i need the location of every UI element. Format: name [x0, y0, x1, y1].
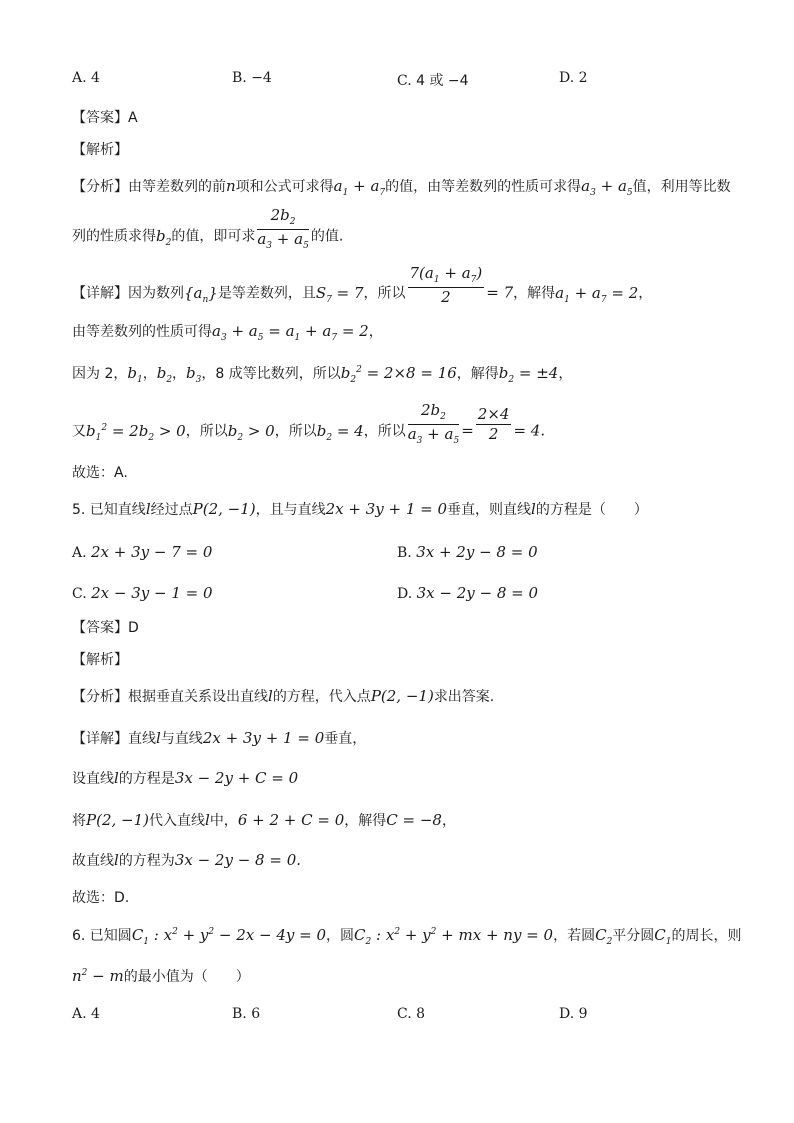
q4-detail-line4: 又$b_1^2 = 2b_2 > 0$，所以$b_2 > 0$，所以$b_2 = 4$，所以 $\frac{2b_2}{a_3 + a_5}$ = $\frac{2\times 4}{2}$ = 4.	[72, 401, 546, 446]
q4-analysis-tag: 【解析】	[72, 142, 128, 158]
q5-detail-line2: 设直线l的方程是3x − 2y + C = 0	[72, 769, 299, 787]
q5-analysis-tag: 【解析】	[72, 652, 128, 668]
q4-option-a: A. 4	[72, 70, 100, 86]
q6-option-b: B. 6	[232, 1006, 261, 1022]
q5-detail-line1: 【详解】直线l与直线2x + 3y + 1 = 0垂直，	[72, 729, 367, 747]
q5-choose: 故选：D.	[72, 890, 130, 906]
fraction: $\frac{2\times 4}{2}$	[477, 405, 510, 443]
q4-option-b: B. −4	[232, 70, 272, 86]
q4-answer: 【答案】A	[72, 110, 138, 126]
q5-option-b: B. 3x + 2y − 8 = 0	[397, 543, 538, 561]
q6-option-c: C. 8	[397, 1006, 426, 1022]
q4-detail-line3: 因为 2，$b_1$，$b_2$，$b_3$，8 成等比数列，所以$b_2^2 = 2\times 8 = 16$，解得$b_2 = \pm 4$，	[72, 364, 573, 385]
q6-option-a: A. 4	[72, 1006, 100, 1022]
q4-fenxi-line2: 列的性质求得$b_2$的值，即可求 $\frac{2b_2}{a_3 + a_5}$ 的值.	[72, 206, 344, 251]
q4-option-d: D. 2	[559, 70, 588, 86]
q5-detail-line3: 将P(2, −1)代入直线l中，6 + 2 + C = 0，解得C = −8，	[72, 811, 456, 829]
q5-option-d: D. 3x − 2y − 8 = 0	[397, 584, 539, 602]
q5-option-a: A. 2x + 3y − 7 = 0	[72, 543, 213, 561]
q6-stem-line1: 6. 已知圆$C_1$ : $x^2 + y^2 - 2x - 4y = 0$，圆$C_2$ : $x^2 + y^2$ + mx + ny = 0，若圆$C_2$平分圆$C_1$的周长，则	[72, 926, 742, 947]
fraction: $\frac{2b_2}{a_3 + a_5}$	[257, 206, 309, 251]
q5-answer: 【答案】D	[72, 620, 139, 636]
fraction: $\frac{7(a_1 + a_7)}{2}$	[409, 264, 483, 306]
q4-detail-line2: 由等差数列的性质可得$a_3 + a_5 = a_1 + a_7 = 2$，	[72, 322, 383, 343]
q6-option-d: D. 9	[559, 1006, 588, 1022]
q4-detail-line1: 【详解】因为数列$\{a_n\}$是等差数列，且$S_7 = 7$，所以 $\frac{7(a_1 + a_7)}{2}$ = 7，解得$a_1 + a_7 = 2$，	[72, 264, 653, 306]
fraction: $\frac{2b_2}{a_3 + a_5}$	[407, 401, 460, 446]
q4-choose: 故选：A.	[72, 465, 128, 481]
q5-detail-line4: 故直线l的方程为3x − 2y − 8 = 0.	[72, 851, 302, 869]
q6-stem-line2: $n^2 - m$的最小值为（ ）	[72, 967, 250, 985]
q4-fenxi-line1: 【分析】由等差数列的前n项和公式可求得$a_1 + a_7$的值，由等差数列的性质可求得$a_3 + a_5$值，利用等比数	[72, 177, 731, 198]
q5-option-c: C. 2x − 3y − 1 = 0	[72, 584, 213, 602]
q4-option-c: C. 4 或 −4	[397, 73, 469, 89]
q5-fenxi: 【分析】根据垂直关系设出直线l的方程，代入点P(2, −1)求出答案.	[72, 687, 495, 705]
q5-stem: 5. 已知直线l经过点P(2, −1)，且与直线2x + 3y + 1 = 0垂直，则直线l的方程是（ ）	[72, 500, 648, 518]
